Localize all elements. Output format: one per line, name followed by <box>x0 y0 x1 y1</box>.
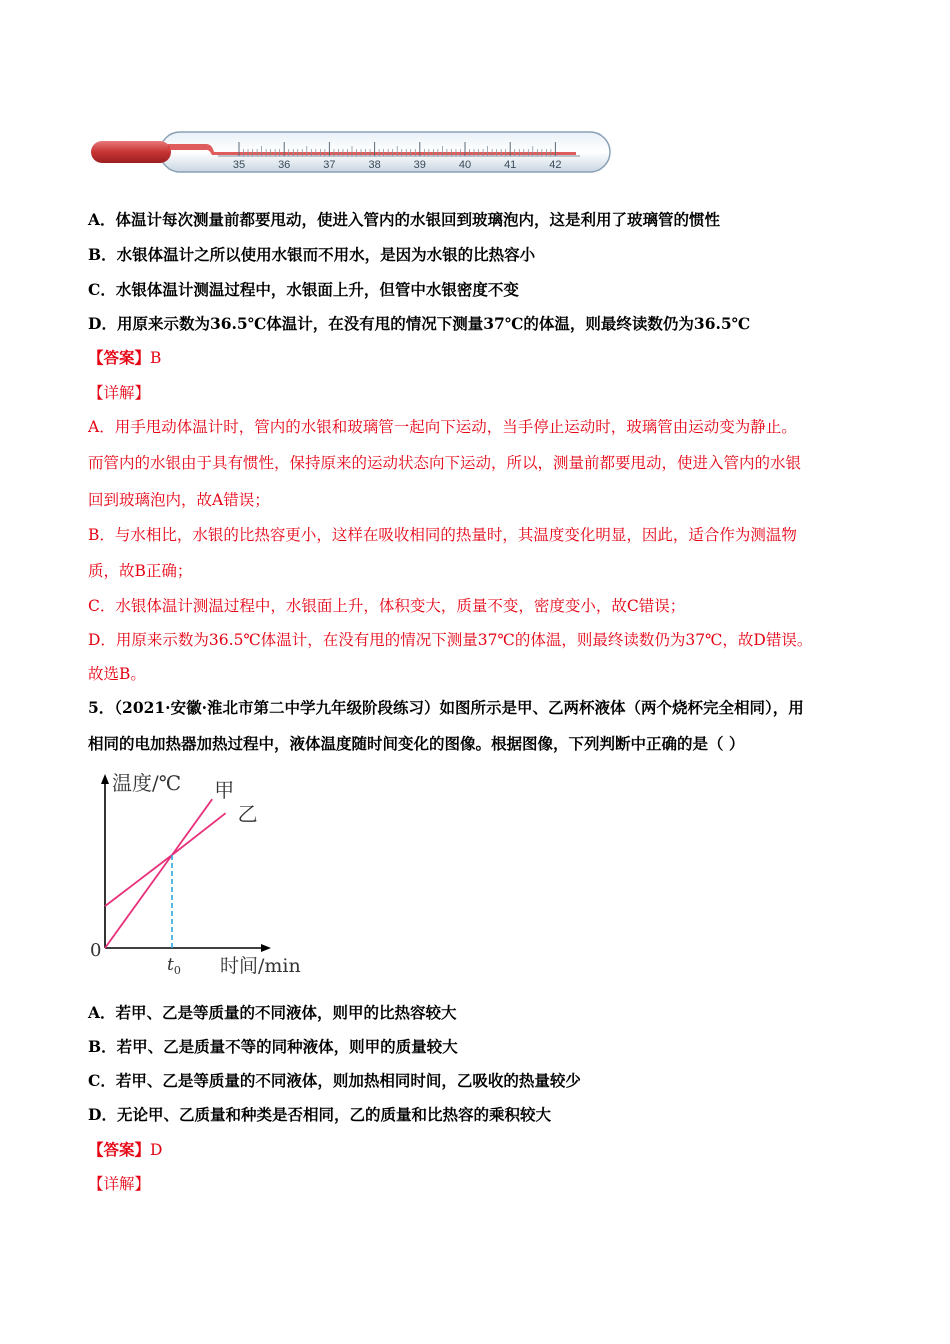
q4-detail-label: 【详解】 <box>88 384 151 402</box>
q4-option-b: B．水银体温计之所以使用水银而不用水，是因为水银的比热容小 <box>88 245 536 264</box>
x-axis-arrow <box>261 944 271 952</box>
q4-option-d: D．用原来示数为36.5℃体温计，在没有甩的情况下测量37℃的体温，则最终读数仍为36.5℃ <box>88 314 751 333</box>
x-axis-label: 时间/min <box>220 955 301 977</box>
q4-explanation-line: 回到玻璃泡内，故A错误； <box>88 491 270 509</box>
q4-explanation-line: A．用手甩动体温计时，管内的水银和玻璃管一起向下运动，当手停止运动时，玻璃管由运动变为静止。 <box>88 418 797 436</box>
thermometer-tick-label: 42 <box>549 159 562 171</box>
temperature-time-graph <box>88 768 328 978</box>
q4-explanation-line: 故选B。 <box>88 665 146 683</box>
answer-value: D <box>150 1141 163 1159</box>
q4-option-c: C．水银体温计测温过程中，水银面上升，但管中水银密度不变 <box>88 280 519 299</box>
q4-explanation-line: C．水银体温计测温过程中，水银面上升，体积变大，质量不变，密度变小，故C错误； <box>88 597 686 615</box>
thermometer-tick-label: 35 <box>232 159 246 171</box>
y-axis-arrow <box>101 774 109 784</box>
q5-detail-label: 【详解】 <box>88 1175 151 1193</box>
series-label: 甲 <box>214 778 235 803</box>
thermometer-illustration <box>88 128 612 176</box>
thermometer-tick-label: 40 <box>458 159 472 171</box>
q5-option-a: A．若甲、乙是等质量的不同液体，则甲的比热容较大 <box>88 1003 457 1022</box>
series-line-yi <box>105 813 226 906</box>
q5-option-d: D．无论甲、乙质量和种类是否相同，乙的质量和比热容的乘积较大 <box>88 1105 551 1124</box>
q4-answer <box>88 348 161 368</box>
t0-label: $t_0$ <box>167 955 181 977</box>
q4-explanation-line: B．与水相比，水银的比热容更小，这样在吸收相同的热量时，其温度变化明显，因此，适合作为测温物 <box>88 526 797 544</box>
origin-label: 0 <box>90 940 102 961</box>
thermometer-tick-label: 39 <box>413 159 426 171</box>
q4-explanation-line: D．用原来示数为36.5℃体温计，在没有甩的情况下测量37℃的体温，则最终读数仍为37℃，故D错误。 <box>88 631 813 649</box>
answer-label: 【答案】 <box>88 348 151 367</box>
thermometer-tick-label: 41 <box>504 159 517 171</box>
thermometer-tick-label: 37 <box>323 159 336 171</box>
answer-value: B <box>150 349 162 367</box>
series-label: 乙 <box>237 802 258 827</box>
q5-option-b: B．若甲、乙是质量不等的同种液体，则甲的质量较大 <box>88 1037 458 1056</box>
q5-option-c: C．若甲、乙是等质量的不同液体，则加热相同时间，乙吸收的热量较少 <box>88 1071 581 1090</box>
q5-stem-line1: 5．（2021·安徽·淮北市第二中学九年级阶段练习）如图所示是甲、乙两杯液体（两个烧杯完全相同），用 <box>88 698 804 717</box>
thermometer-tick-label: 36 <box>278 159 291 171</box>
y-axis-label: 温度/℃ <box>112 771 182 795</box>
q4-explanation-line: 质，故B正确； <box>88 562 193 580</box>
q5-answer <box>88 1140 162 1160</box>
q4-option-a: A．体温计每次测量前都要甩动，使进入管内的水银回到玻璃泡内，这是利用了玻璃管的惯性 <box>88 210 721 229</box>
q5-stem-line2: 相同的电加热器加热过程中，液体温度随时间变化的图像。根据图像，下列判断中正确的是（ ） <box>88 734 745 753</box>
answer-label: 【答案】 <box>88 1140 151 1159</box>
series-line-jia <box>105 799 212 948</box>
q4-explanation-line: 而管内的水银由于具有惯性，保持原来的运动状态向下运动，所以，测量前都要甩动，使进入管内的水银 <box>88 454 802 472</box>
thermometer-tick-label: 38 <box>368 159 381 171</box>
